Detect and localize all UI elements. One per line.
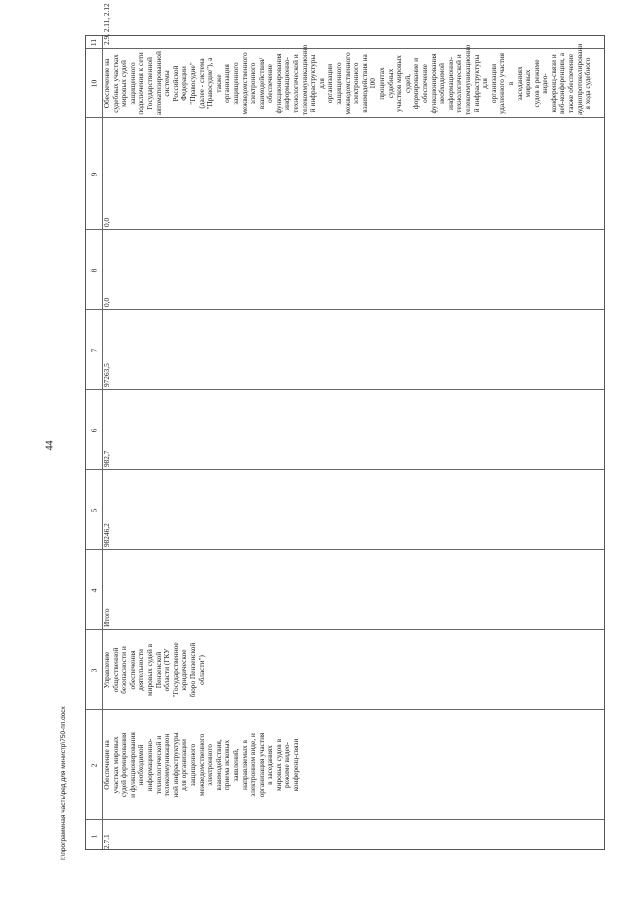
column-band-6 <box>86 389 604 469</box>
column-header-label: 9 <box>89 172 99 176</box>
cell-regional-amount <box>103 470 602 550</box>
column-header-label: 3 <box>89 668 99 672</box>
cell-text: 982,7 <box>102 450 111 467</box>
column-band-4 <box>86 549 604 629</box>
column-header-label: 10 <box>89 79 99 88</box>
column-header-label: 11 <box>89 38 99 46</box>
column-band-5 <box>86 469 604 549</box>
column-header <box>86 49 102 118</box>
cell-text: 2.9, 2.11, 2.12 <box>102 3 111 45</box>
column-header <box>86 230 102 310</box>
column-header-label: 1 <box>89 834 99 838</box>
column-band-1 <box>86 819 604 851</box>
data-table <box>85 3 605 850</box>
column-band-9 <box>86 117 604 229</box>
cell-text: Итого <box>102 608 111 627</box>
column-header-label: 6 <box>89 428 99 432</box>
column-band-3 <box>86 629 604 709</box>
file-path-footer <box>60 706 70 870</box>
cell-other-amount <box>103 630 602 710</box>
cell-text: 0,0 <box>102 217 111 227</box>
cell-total-amount <box>103 310 602 390</box>
cell-text: Обеспечение на участках мировых судей формирования и функционирования необходимой информационно- технологической и телекоммуникацион ной инфраструктуры для организации защищенного межведомственного электронного взаимодействия, приема исковых заявлений, направляемых в электронном виде, и организация участия в заседаниях мировых судов в режиме видео- конференц-связи <box>102 732 301 798</box>
cell-row-number <box>102 3 602 48</box>
cell-text: 0,0 <box>102 297 111 307</box>
cell-text: 98246,2 <box>102 523 111 547</box>
column-header <box>86 310 102 390</box>
cell-total-label <box>103 230 602 310</box>
column-band-10 <box>86 43 604 117</box>
column-header-label: 5 <box>89 508 99 512</box>
column-band-2 <box>86 709 604 819</box>
column-header-label: 4 <box>89 588 99 592</box>
column-header-label: 2 <box>89 763 99 767</box>
cell-text: Управление общественной безопасности и обеспечения деятельности мировых судей в Пензенской области (ГКУ "Государственное юридическое бюро Пензенской области") <box>102 642 206 698</box>
cell-text: 97263,5 <box>102 363 111 387</box>
column-header-label: 8 <box>89 268 99 272</box>
cell-requirement <box>102 43 602 118</box>
column-header <box>86 710 102 820</box>
cell-text: 2.7.1 <box>102 834 111 849</box>
page-number: 44 <box>44 440 56 451</box>
cell-indicator-ref <box>103 820 602 852</box>
column-header <box>86 820 102 852</box>
column-header <box>86 118 102 230</box>
cell-executor <box>103 118 602 230</box>
column-header-label: 7 <box>89 348 99 352</box>
column-band-8 <box>86 229 604 309</box>
column-header <box>86 550 102 630</box>
column-header <box>86 630 102 710</box>
cell-text: Обеспечение на судебных участках мировых судей защищенного подключения к сети Государственной автоматизированной системы Российской Федерации "Правосудие" (далее - система "Правосудие"), а также организация защищенного межведомственного электронного взаимодействия/ обеспечение функционирования информационно- технологической и телекоммуникационно й инфраструктуры для организации защищенного межведомственного электронного взаимодействия на 100 процентах судебных участков мировых судей, формирование и обеспечение функционирования необходимой информационно- технологической и телекоммуникационно й инфраструктуры для организации удаленного участия в заседаниях мировых судов в режиме видео- конференц-связи и веб-конференции, а также обеспечение аудиопротоколировани я хода судебного <box>102 43 593 115</box>
column-header <box>86 390 102 470</box>
cell-expected-result <box>103 710 602 820</box>
cell-local-amount <box>103 550 602 630</box>
column-header <box>86 470 102 550</box>
column-header <box>86 36 102 48</box>
column-band-11 <box>86 3 604 48</box>
file-path-text: I:\программная часть\ред для министр\750-пп.docx <box>60 706 67 860</box>
cell-federal-amount <box>103 390 602 470</box>
column-band-7 <box>86 309 604 389</box>
